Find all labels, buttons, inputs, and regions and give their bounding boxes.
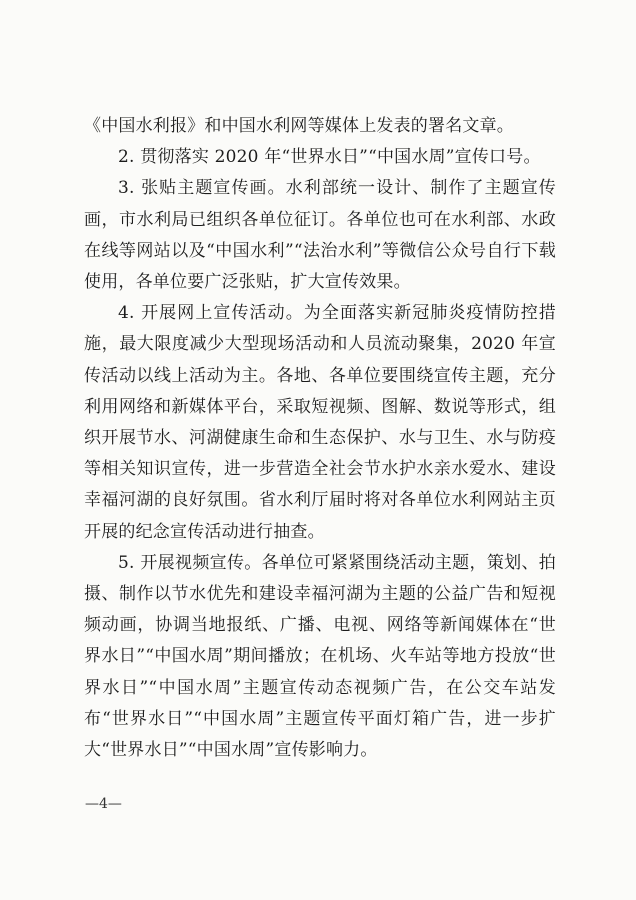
page-number: —4— xyxy=(85,796,122,812)
paragraph-item-5: 5. 开展视频宣传。各单位可紧紧围绕活动主题，策划、拍摄、制作以节水优先和建设幸福河湖为主题的公益广告和短视频动画，协调当地报纸、广播、电视、网络等新闻媒体在“世界水日”“中国水周”期间播放；在机场、火车站等地方投放“世界水日”“中国水周”主题宣传动态视频广告，在公交车站发布“世界水日”“中国水周”主题宣传平面灯箱广告，进一步扩大“世界水日”“中国水周”宣传影响力。 xyxy=(84,552,556,761)
paragraph-item-2: 2. 贯彻落实 2020 年“世界水日”“中国水周”宣传口号。 xyxy=(118,147,541,168)
paragraph-item-4: 4. 开展网上宣传活动。为全面落实新冠肺炎疫情防控措施，最大限度减少大型现场活动和人员流动聚集，2020 年宣传活动以线上活动为主。各地、各单位要围绕宣传主题，充分利用网络和新媒体平台，采取短视频、图解、数说等形式，组织开展节水、河湖健康生命和生态保护、水与卫生、水与防疫等相关知识宣传，进一步营造全社会节水护水亲水爱水、建设幸福河湖的良好氛围。省水利厅届时将对各单位水利网站主页开展的纪念宣传活动进行抽查。 xyxy=(84,303,556,542)
paragraph-continuation: 《中国水利报》和中国水利网等媒体上发表的署名文章。 xyxy=(84,116,514,136)
paragraph-item-3: 3. 张贴主题宣传画。水利部统一设计、制作了主题宣传画，市水利局已组织各单位征订。各单位也可在水利部、水政在线等网站以及“中国水利”“法治水利”等微信公众号自行下载使用，各单位要广泛张贴，扩大宣传效果。 xyxy=(84,178,556,293)
body-text xyxy=(84,111,556,766)
